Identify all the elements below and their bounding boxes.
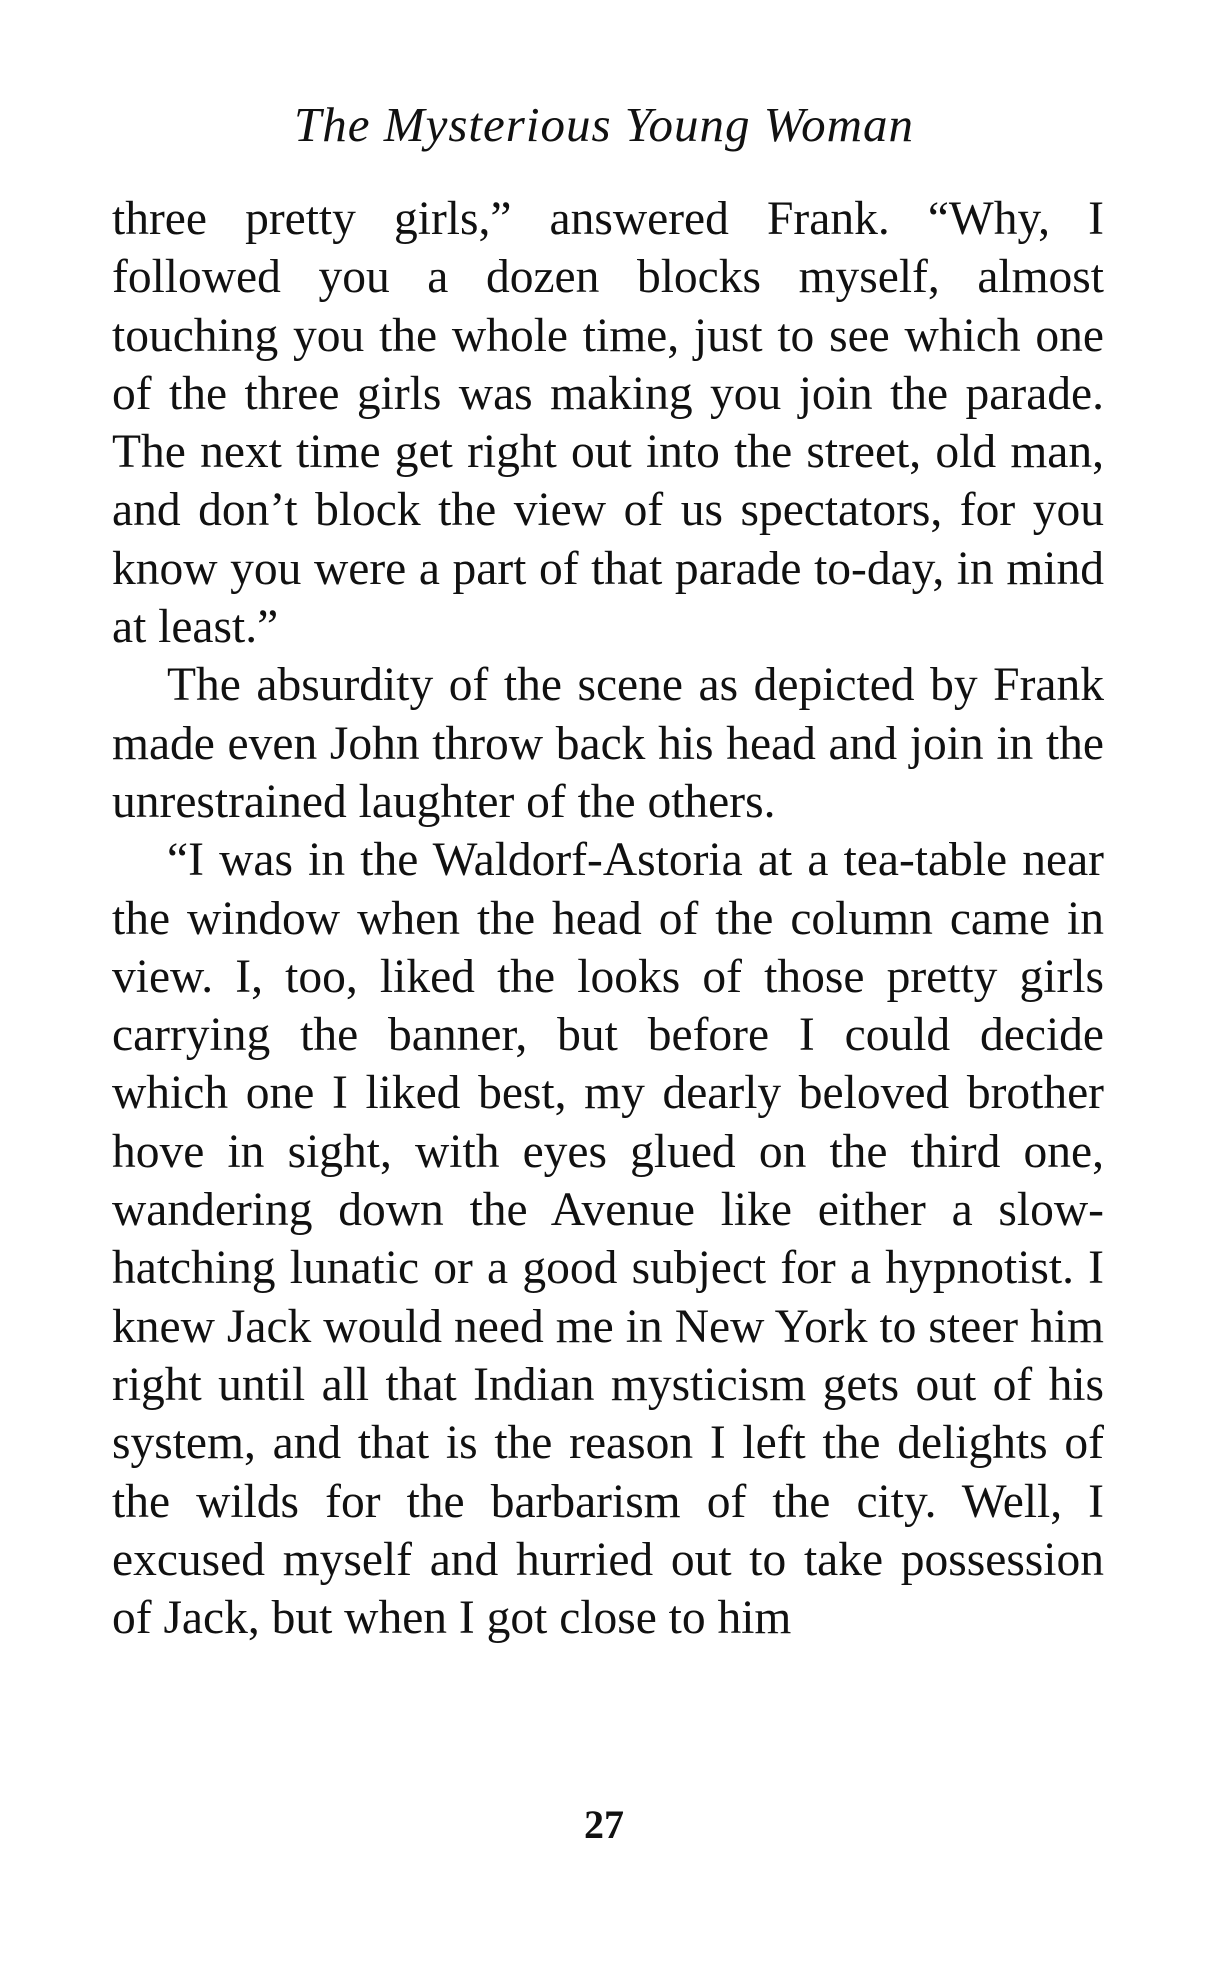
paragraph-continued: three pretty girls,” answered Frank. “Why, I followed you a dozen blocks myself, almost touching you the whole time, just to see which one of the three girls was making you join the parade. The next time get right out into the street, old man, and don’t block the view of us spectators, for you know you were a part of that parade to-day, in mind at least.” [112,193,1104,654]
paragraph: The absurdity of the scene as depicted by Frank made even John throw back his head and join in the unrestrained laughter of the others. [112,659,1104,828]
paragraph: “I was in the Waldorf-Astoria at a tea-table near the window when the head of the column came in view. I, too, liked the looks of those pretty girls carrying the banner, but before I could decide which one I liked best, my dearly beloved brother hove in sight, with eyes glued on the third one, wandering down the Avenue like either a slow-hatching lunatic or a good subject for a hypnotist. I knew Jack would need me in New York to steer him right until all that Indian mysticism gets out of his system, and that is the reason I left the delights of the wilds for the barbarism of the city. Well, I excused myself and hurried out to take possession of Jack, but when I got close to him [112,834,1104,1645]
body-text [112,190,1104,1647]
page-number: 27 [584,1802,624,1847]
running-head: The Mysterious Young Woman [294,97,914,152]
